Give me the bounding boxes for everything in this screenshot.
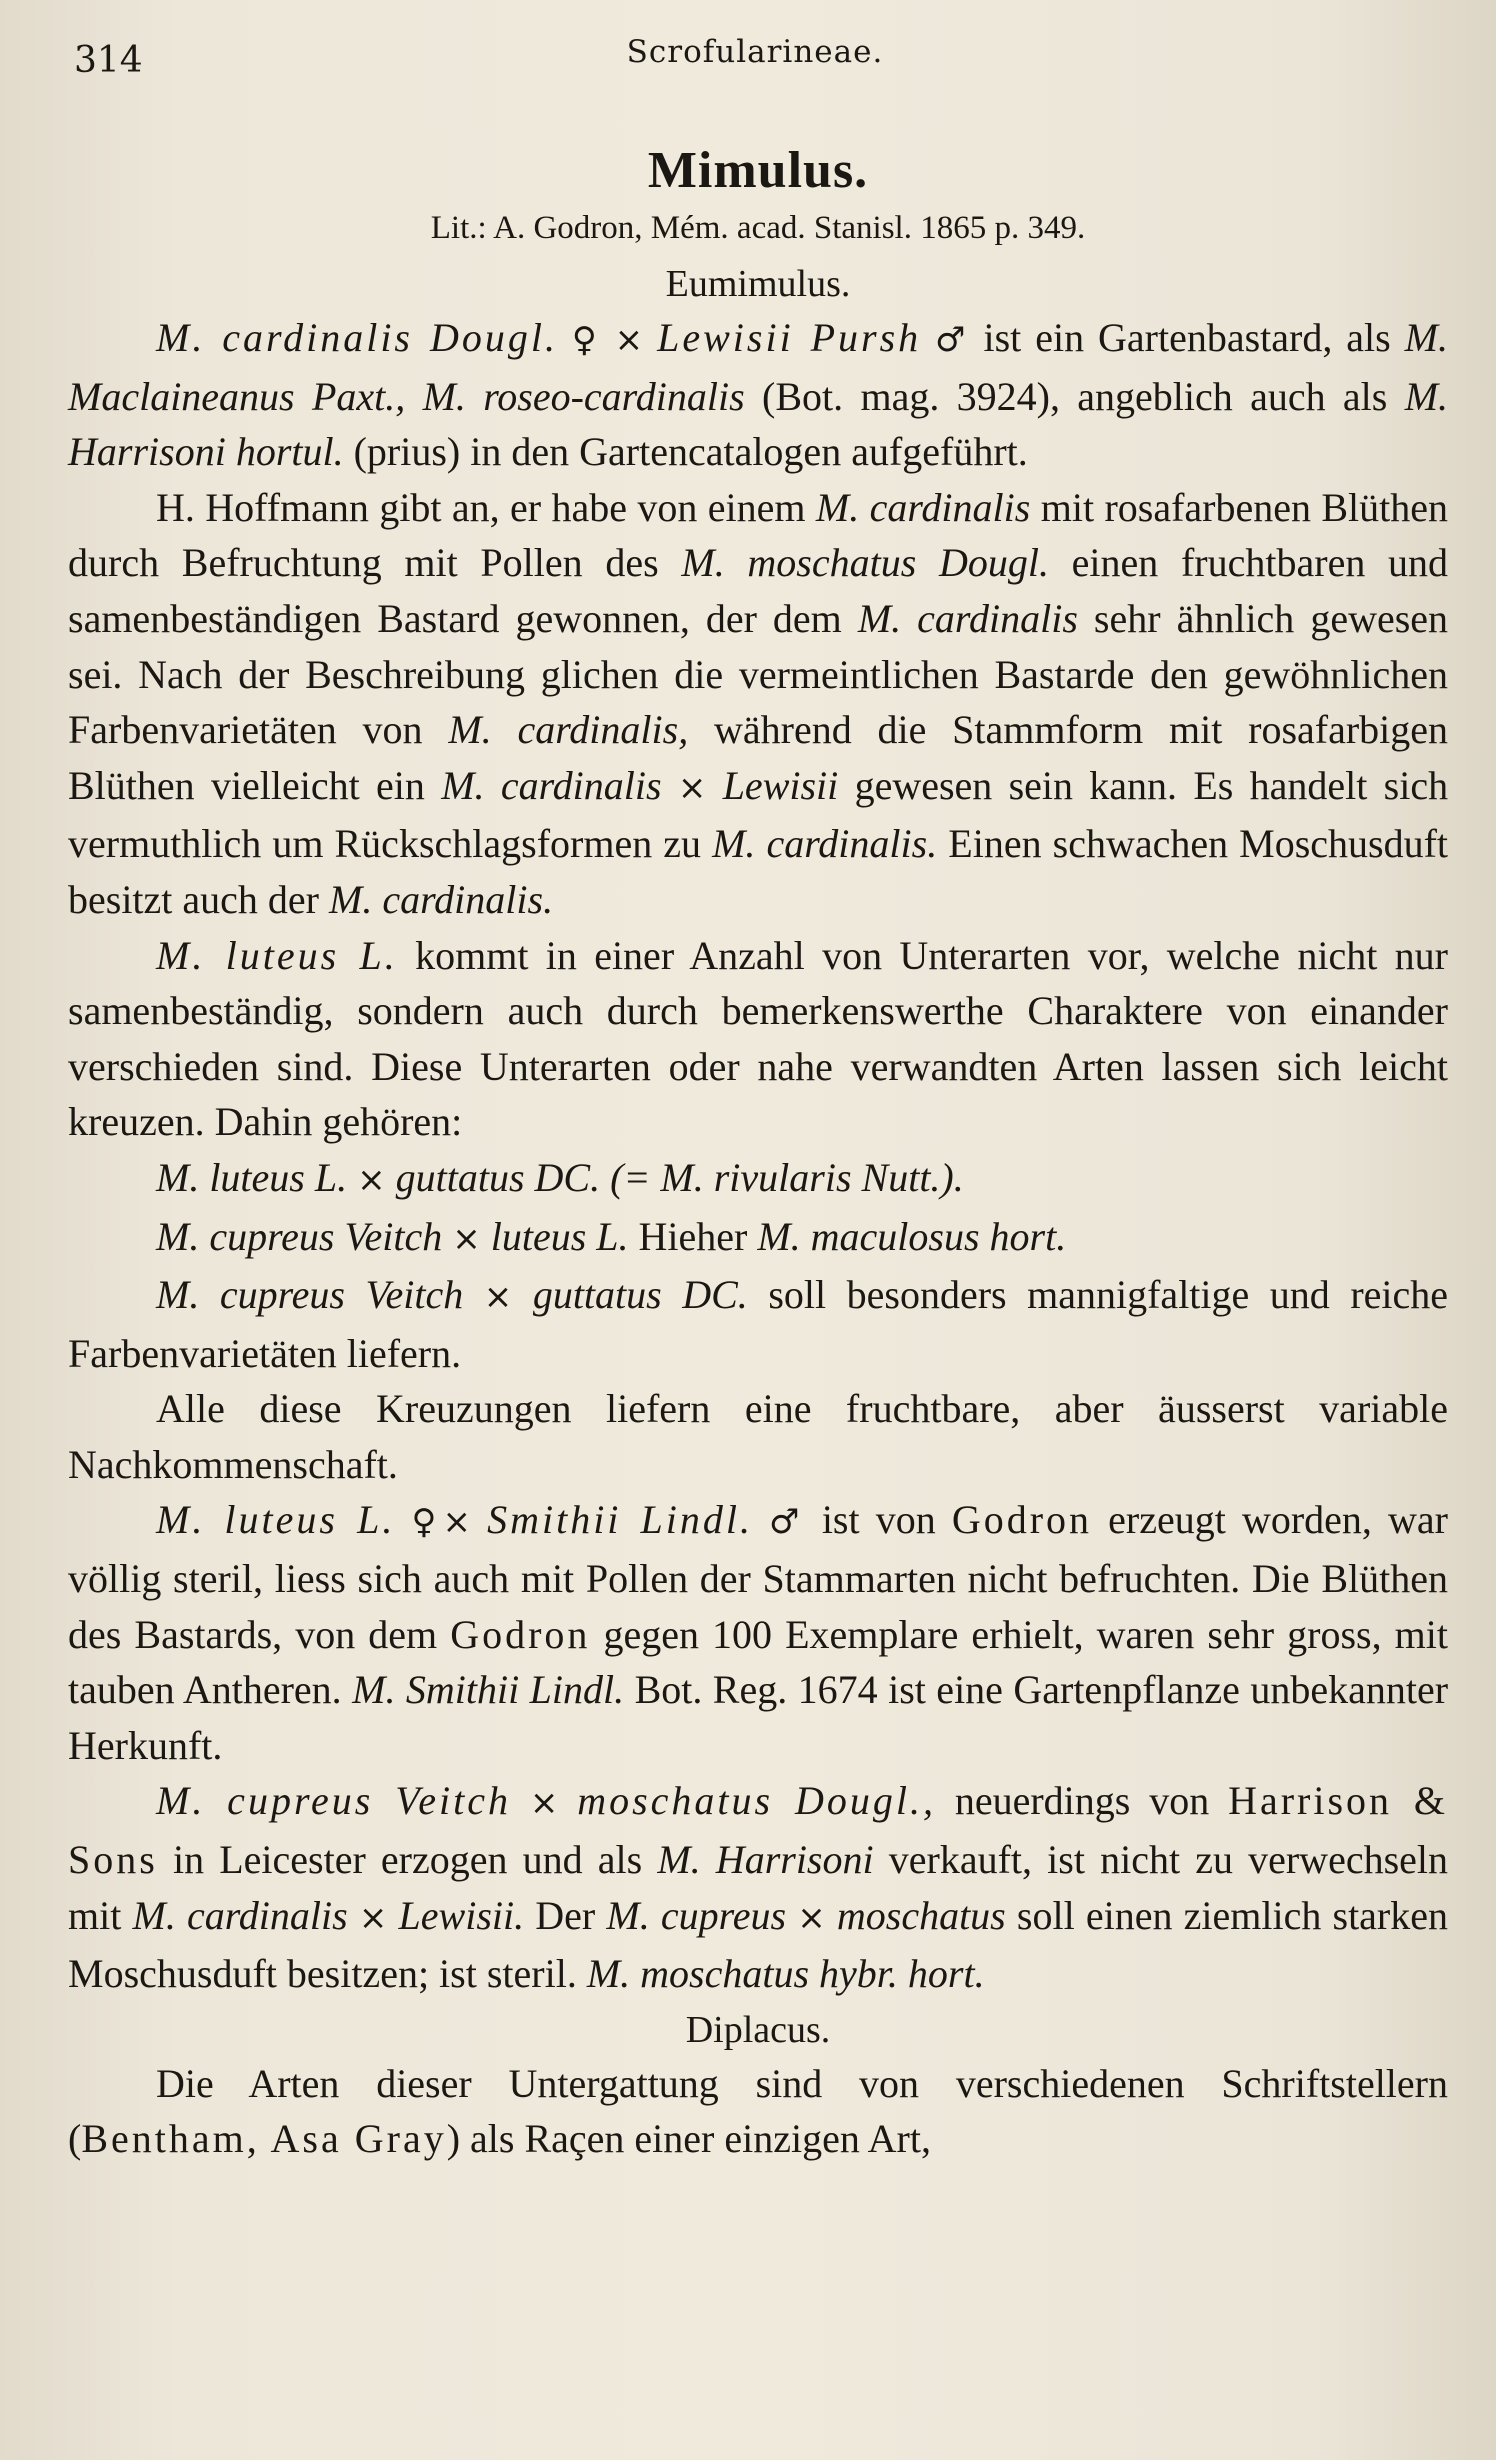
male-symbol: ♂ [935,320,970,360]
cross-symbol: × [357,1159,386,1200]
running-title: Scrofularineae. [626,34,884,70]
female-symbol: ♀ [571,320,601,360]
paragraph-luteus: M. luteus L. kommt in einer Anzahl von Unterarten vor, welche nicht nur samenbeständig, sondern auch durch bemerkenswerthe Charaktere von einander verschieden sind. Diese Unterarten oder nahe verwandten Arten lassen sich leicht kreuzen. Dahin gehören: [68,932,1448,1145]
paragraph-luteus-smithii: M. luteus L. ♀× Smithii Lindl. ♂ ist von Godron erzeugt worden, war völlig steril, liess sich auch mit Pollen der Stammarten nicht befruchten. Die Blüthen des Bastards, von dem Godron gegen 100 Exemplare erhielt, waren sehr gross, mit tauben Antheren. M. Smithii Lindl. Bot. Reg. 1674 ist eine Gartenpflanze unbekannter Herkunft. [68,1497,1449,1768]
cross-symbol: × [452,1218,481,1259]
cross-symbol: × [677,767,707,808]
cross-symbol: × [529,1783,559,1824]
subsection-heading-diplacus: Diplacus. [685,2008,831,2051]
cross-symbol: × [614,320,644,360]
page-body [68,140,1448,2167]
literature-reference: Lit.: A. Godron, Mém. acad. Stanisl. 1865 p. 349. [430,210,1086,246]
paragraph-cupreus-moschatus: M. cupreus Veitch × moschatus Dougl., neuerdings von Harrison & Sons in Leicester erzogen und als M. Harrisoni verkauft, ist nicht zu verwechseln mit M. cardinalis × Lewisii. Der M. cupreus × moschatus soll einen ziemlich starken Moschusduft besitzen; ist steril. M. moschatus hybr. hort. [68,1778,1449,1997]
subsection-heading-eumimulus: Eumimulus. [665,263,851,305]
cross-symbol: × [483,1277,513,1318]
cross-formula-cupreus-guttatus: M. cupreus Veitch × guttatus DC. soll besonders mannigfaltige und reiche Farbenvarietäten liefern. [68,1272,1449,1376]
cross-formula-luteus-guttatus: M. luteus L. × guttatus DC. (= M. rivularis Nutt.). [156,1154,964,1200]
page-header [74,34,1436,81]
page-number: 314 [74,40,143,81]
cross-formula-cupreus-luteus: M. cupreus Veitch × luteus L. Hieher M. maculosus hort. [156,1213,1067,1259]
paragraph-kreuzungen: Alle diese Kreuzungen liefern eine fruchtbare, aber äusserst variable Nachkommenschaft. [68,1386,1448,1487]
cross-symbol: × [358,1897,388,1938]
genus-title: Mimulus. [647,142,869,199]
paragraph-diplacus: Die Arten dieser Untergattung sind von verschiedenen Schriftstellern (Bentham, Asa Gray) als Raçen einer einzigen Art, [68,2060,1448,2162]
cross-symbol: × [797,1897,826,1938]
cross-symbol: × [442,1502,471,1543]
female-symbol: ♀ [411,1502,443,1543]
male-symbol: ♂ [769,1502,806,1543]
paragraph-cardinalis-lewisii: M. cardinalis Dougl. ♀ × Lewisii Pursh ♂ ist ein Gartenbastard, als M. Maclaineanus Paxt., M. roseo-cardinalis (Bot. mag. 3924), angeblich auch als M. Harrisoni hortul. (prius) in den Gartencatalogen aufgeführt. [68,315,1449,475]
paragraph-hoffmann: H. Hoffmann gibt an, er habe von einem M. cardinalis mit rosafarbenen Blüthen durch Befruchtung mit Pollen des M. moschatus Dougl. einen fruchtbaren und samenbeständigen Bastard gewonnen, der dem M. cardinalis sehr ähnlich gewesen sei. Nach der Beschreibung glichen die vermeintlichen Bastarde den gewöhnlichen Farbenvarietäten von M. cardinalis, während die Stammform mit rosafarbigen Blüthen vielleicht ein M. cardinalis × Lewisii gewesen sein kann. Es handelt sich vermuthlich um Rückschlagsformen zu M. cardinalis. Einen schwachen Moschusduft besitzt auch der M. cardinalis. [68,484,1449,922]
